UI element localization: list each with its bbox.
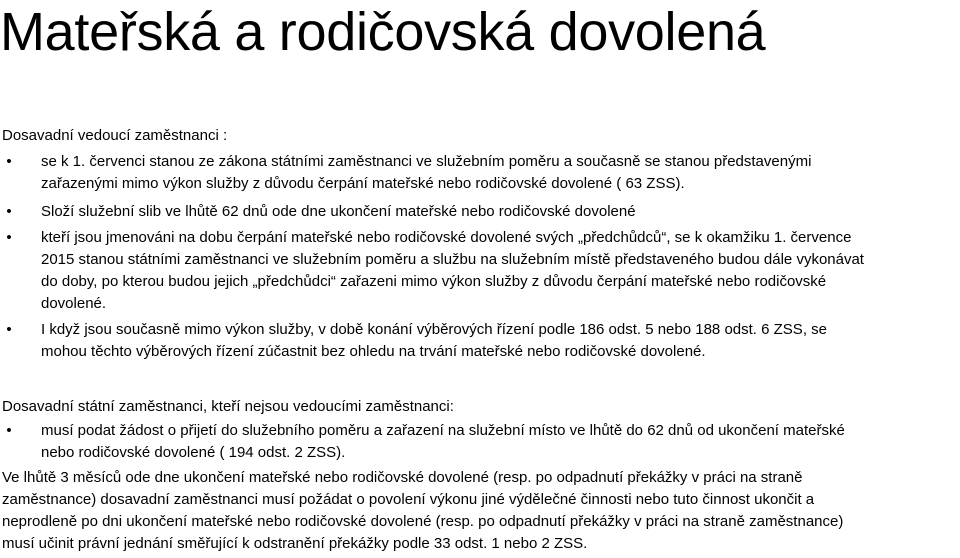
bullet-icon: • (6, 321, 12, 338)
bullet-icon: • (6, 153, 12, 170)
text-line: mohou těchto výběrových řízení zúčastnit bez ohledu na trvání mateřské nebo rodičovské dovolené. (41, 343, 706, 360)
text-line: musí podat žádost o přijetí do služebního poměru a zařazení na služební místo ve lhůtě do 62 dnů od ukončení mateřské (41, 422, 845, 439)
bullet-text-2 (41, 201, 958, 223)
bullet-text-1 (41, 151, 958, 195)
section-heading-current-employees: Dosavadní státní zaměstnanci, kteří nejsou vedoucími zaměstnanci: (2, 398, 454, 415)
text-line: neprodleně po dni ukončení mateřské nebo rodičovské dovolené (resp. po odpadnutí překážky v práci na straně zaměstnance) (2, 513, 844, 530)
text-line: Ve lhůtě 3 měsíců ode dne ukončení mateřské nebo rodičovské dovolené (resp. po odpadnutí překážky v práci na straně (2, 469, 803, 486)
text-line: zaměstnance) dosavadní zaměstnanci musí požádat o povolení výkonu jiné výdělečné činnosti nebo tuto činnost ukončit a (2, 491, 815, 508)
closing-paragraph (2, 467, 952, 555)
text-line: I když jsou současně mimo výkon služby, v době konání výběrových řízení podle 186 odst. 5 nebo 188 odst. 6 ZSS, se (41, 321, 827, 338)
bullet-text-4 (41, 319, 958, 363)
bullet-icon: • (6, 422, 12, 439)
text-line: dovolené. (41, 295, 107, 312)
text-line: 2015 stanou státními zaměstnanci ve služebním poměru a službu na služebním místě představeného budou dále vykonávat (41, 251, 864, 268)
text-line: musí učinit právní jednání směřující k odstranění překážky podle 33 odst. 1 nebo 2 ZSS. (2, 535, 588, 552)
bullet-icon: • (6, 229, 12, 246)
section-heading-current-managers: Dosavadní vedoucí zaměstnanci : (2, 127, 228, 144)
text-line: zařazenými mimo výkon služby z důvodu čerpání mateřské nebo rodičovské dovolené ( 63 ZSS). (41, 175, 685, 192)
text-line: nebo rodičovské dovolené ( 194 odst. 2 ZSS). (41, 444, 346, 461)
bullet-icon: • (6, 203, 12, 220)
text-line: do doby, po kterou budou jejich „předchůdci“ zařazeni mimo výkon služby z důvodu čerpání mateřské nebo rodičovské (41, 273, 827, 290)
text-line: Složí služební slib ve lhůtě 62 dnů ode dne ukončení mateřské nebo rodičovské dovolené (41, 203, 636, 220)
bullet-text-3 (41, 227, 958, 315)
slide-title: Mateřská a rodičovská dovolená (0, 2, 766, 62)
bullet-text-5 (41, 420, 958, 464)
text-line: se k 1. červenci stanou ze zákona státními zaměstnanci ve služebním poměru a současně se stanou představenými (41, 153, 812, 170)
text-line: kteří jsou jmenováni na dobu čerpání mateřské nebo rodičovské dovolené svých „předchůdců“, se k okamžiku 1. července (41, 229, 852, 246)
